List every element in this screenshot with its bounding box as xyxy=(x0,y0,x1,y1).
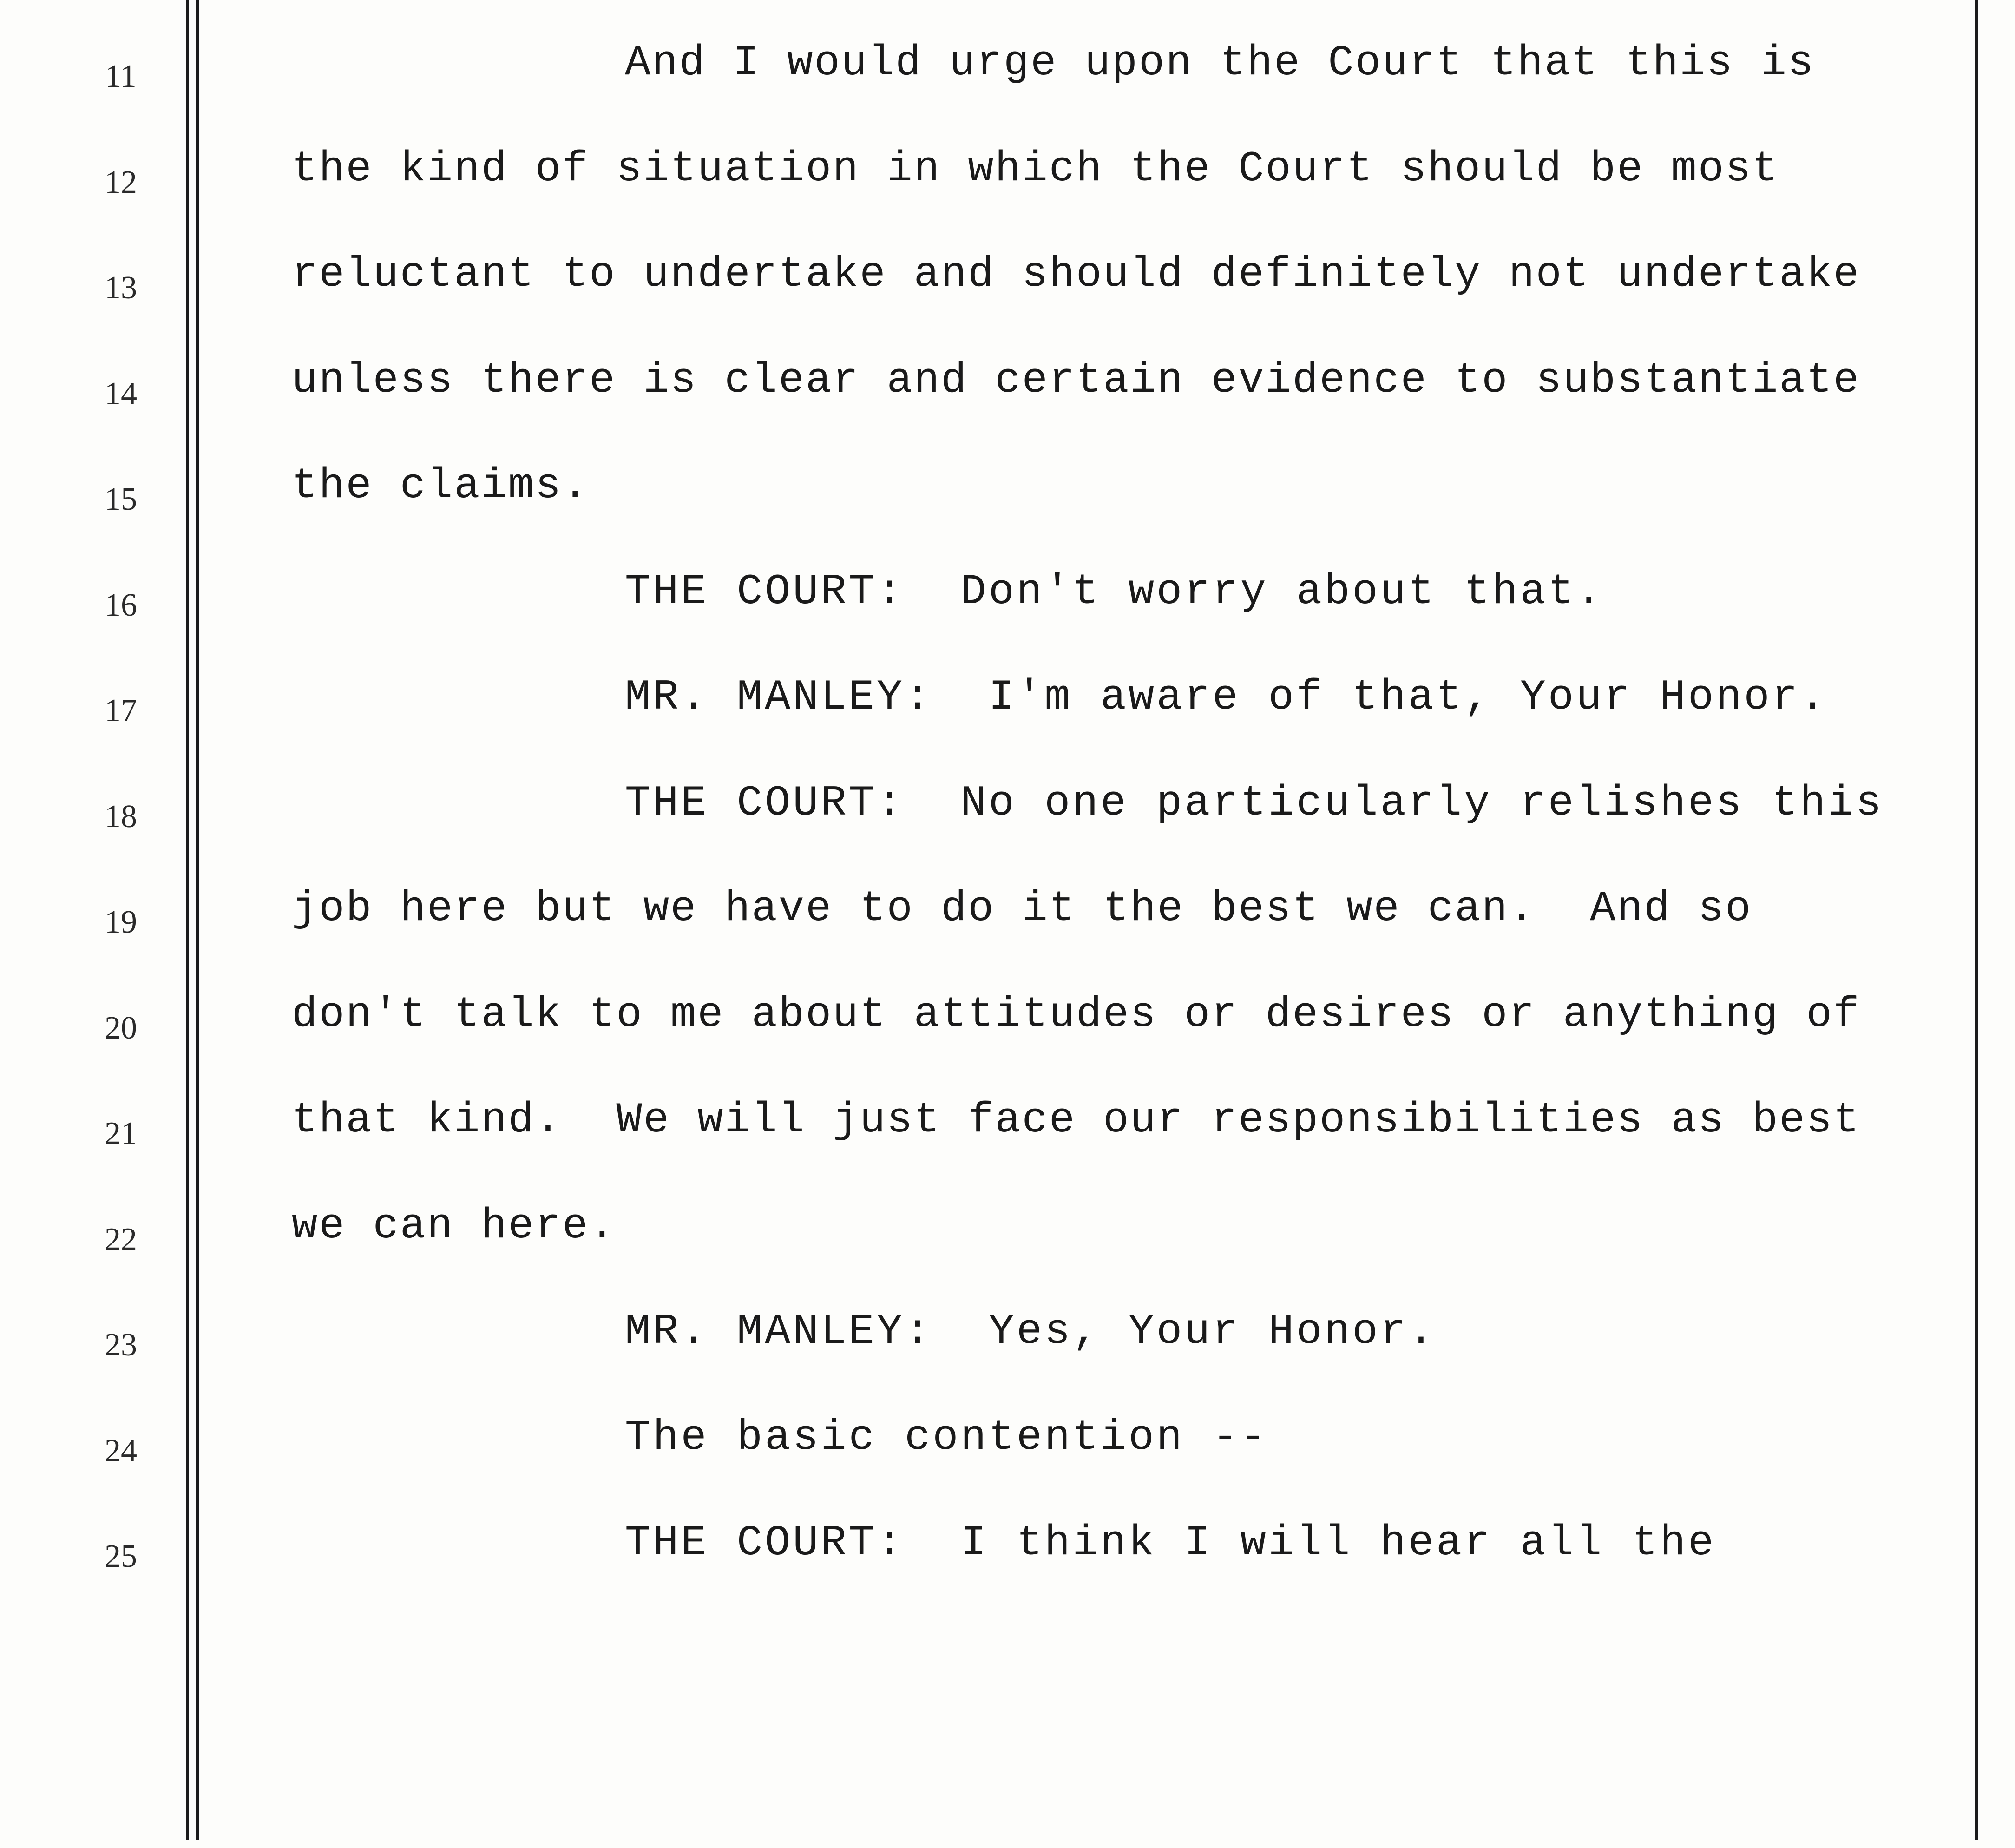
transcript-line: the kind of situation in which the Court should be most xyxy=(292,145,1779,193)
line-number: 12 xyxy=(105,164,137,200)
line-number: 11 xyxy=(105,59,137,94)
line-number: 15 xyxy=(105,481,137,517)
left-margin-rule-inner xyxy=(196,0,199,1840)
line-number: 19 xyxy=(105,904,137,940)
transcript-line: the claims. xyxy=(292,461,590,510)
transcript-line: THE COURT: No one particularly relishes this xyxy=(625,779,1884,828)
transcript-line: job here but we have to do it the best we can. And so xyxy=(292,884,1752,933)
transcript-line: The basic contention -- xyxy=(625,1413,1268,1462)
line-number: 18 xyxy=(105,799,137,835)
transcript-line: that kind. We will just face our responsibilities as best xyxy=(292,1096,1861,1144)
line-number: 17 xyxy=(105,693,137,729)
line-number: 14 xyxy=(105,376,137,412)
transcript-line: THE COURT: I think I will hear all the xyxy=(625,1519,1716,1567)
right-margin-rule xyxy=(1975,0,1978,1840)
line-number: 24 xyxy=(105,1433,137,1469)
left-margin-rule-outer xyxy=(186,0,189,1840)
transcript-line: THE COURT: Don't worry about that. xyxy=(625,567,1604,616)
line-number: 22 xyxy=(105,1222,137,1257)
transcript-line: reluctant to undertake and should definitely not undertake xyxy=(292,250,1861,299)
transcript-line: unless there is clear and certain evidence to substantiate xyxy=(292,356,1861,405)
transcript-line: MR. MANLEY: Yes, Your Honor. xyxy=(625,1307,1437,1356)
line-number: 16 xyxy=(105,587,137,623)
transcript-line: don't talk to me about attitudes or desires or anything of xyxy=(292,990,1861,1039)
line-number: 23 xyxy=(105,1327,137,1363)
transcript-line: MR. MANLEY: I'm aware of that, Your Honor. xyxy=(625,673,1828,722)
line-number: 21 xyxy=(105,1116,137,1151)
transcript-line: we can here. xyxy=(292,1202,617,1250)
line-number: 20 xyxy=(105,1010,137,1046)
line-number: 13 xyxy=(105,270,137,306)
transcript-line: And I would urge upon the Court that this is xyxy=(625,39,1815,87)
line-number: 25 xyxy=(105,1539,137,1574)
